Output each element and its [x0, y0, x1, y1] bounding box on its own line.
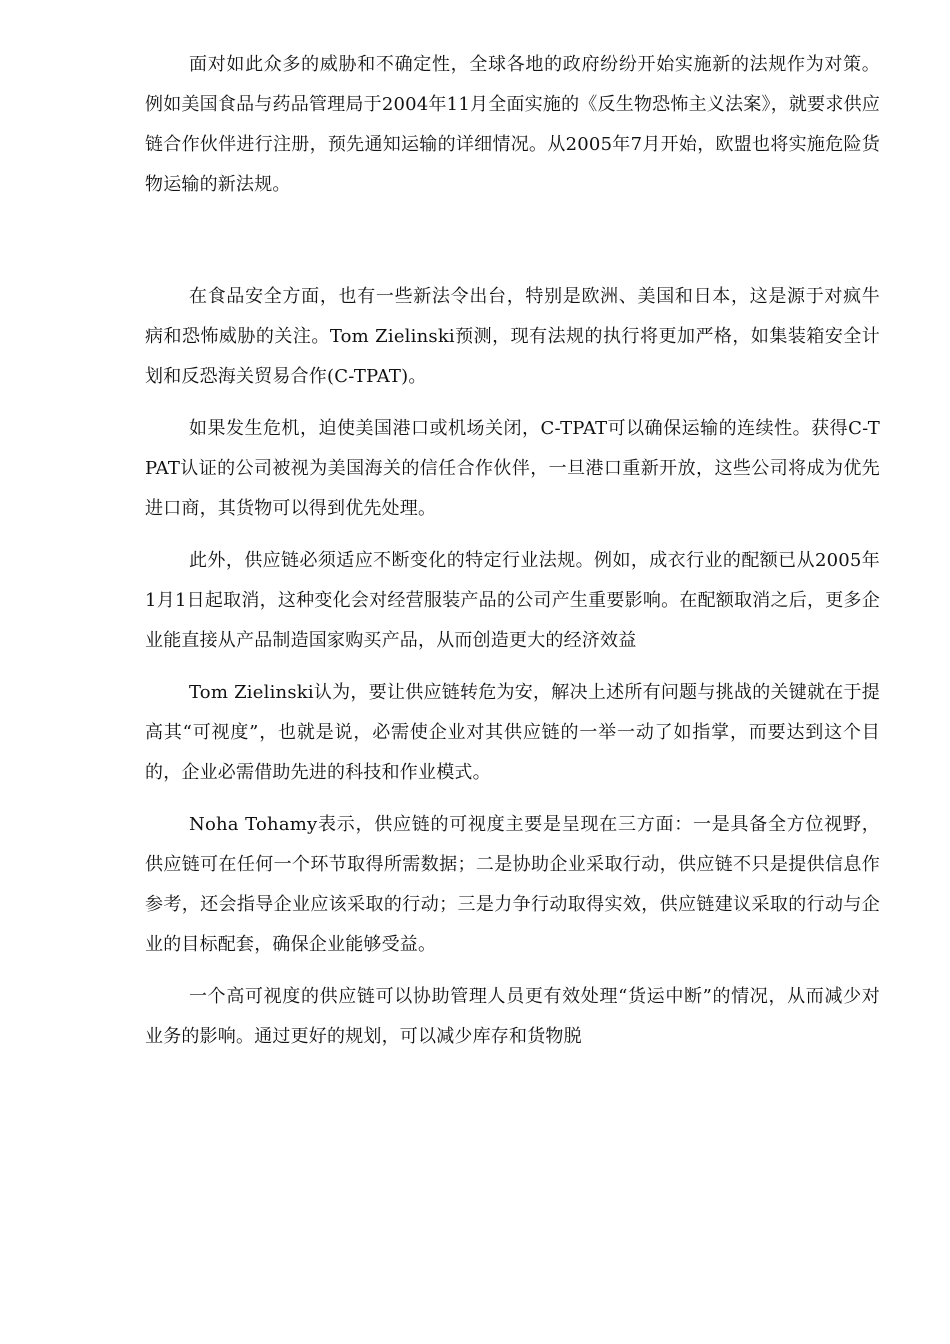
- paragraph-three-aspects: Noha Tohamy表示，供应链的可视度主要是呈现在三方面：一是具备全方位视野，供应链可在任何一个环节取得所需数据；二是协助企业采取行动，供应链不只是提供信息作参考，还会指导企业应该采取的行动；三是力争行动取得实效，供应链建议采取的行动与企业的目标配套，确保企业能够受益。: [145, 814, 880, 955]
- document-body: [145, 45, 880, 1057]
- paragraph-regulations: 面对如此众多的威胁和不确定性，全球各地的政府纷纷开始实施新的法规作为对策。例如美国食品与药品管理局于2004年11月全面实施的《反生物恐怖主义法案》，就要求供应链合作伙伴进行注册，预先通知运输的详细情况。从2005年7月开始，欧盟也将实施危险货物运输的新法规。: [145, 54, 880, 195]
- paragraph-disruption: 一个高可视度的供应链可以协助管理人员更有效处理“货运中断”的情况，从而减少对业务的影响。通过更好的规划，可以减少库存和货物脱: [145, 986, 880, 1047]
- paragraph-visibility: Tom Zielinski认为，要让供应链转危为安，解决上述所有问题与挑战的关键就在于提高其“可视度”，也就是说，必需使企业对其供应链的一举一动了如指掌，而要达到这个目的，企业必需借助先进的科技和作业模式。: [145, 682, 880, 783]
- paragraph-food-safety: 在食品安全方面，也有一些新法令出台，特别是欧洲、美国和日本，这是源于对疯牛病和恐怖威胁的关注。Tom Zielinski预测，现有法规的执行将更加严格，如集装箱安全计划和反恐海关贸易合作(C-TPAT)。: [145, 286, 880, 387]
- paragraph-industry-rules: 此外，供应链必须适应不断变化的特定行业法规。例如，成衣行业的配额已从2005年1月1日起取消，这种变化会对经营服装产品的公司产生重要影响。在配额取消之后，更多企业能直接从产品制造国家购买产品，从而创造更大的经济效益: [145, 550, 880, 651]
- paragraph-c-tpat: 如果发生危机，迫使美国港口或机场关闭，C-TPAT可以确保运输的连续性。获得C-TPAT认证的公司被视为美国海关的信任合作伙伴，一旦港口重新开放，这些公司将成为优先进口商，其货物可以得到优先处理。: [145, 418, 880, 519]
